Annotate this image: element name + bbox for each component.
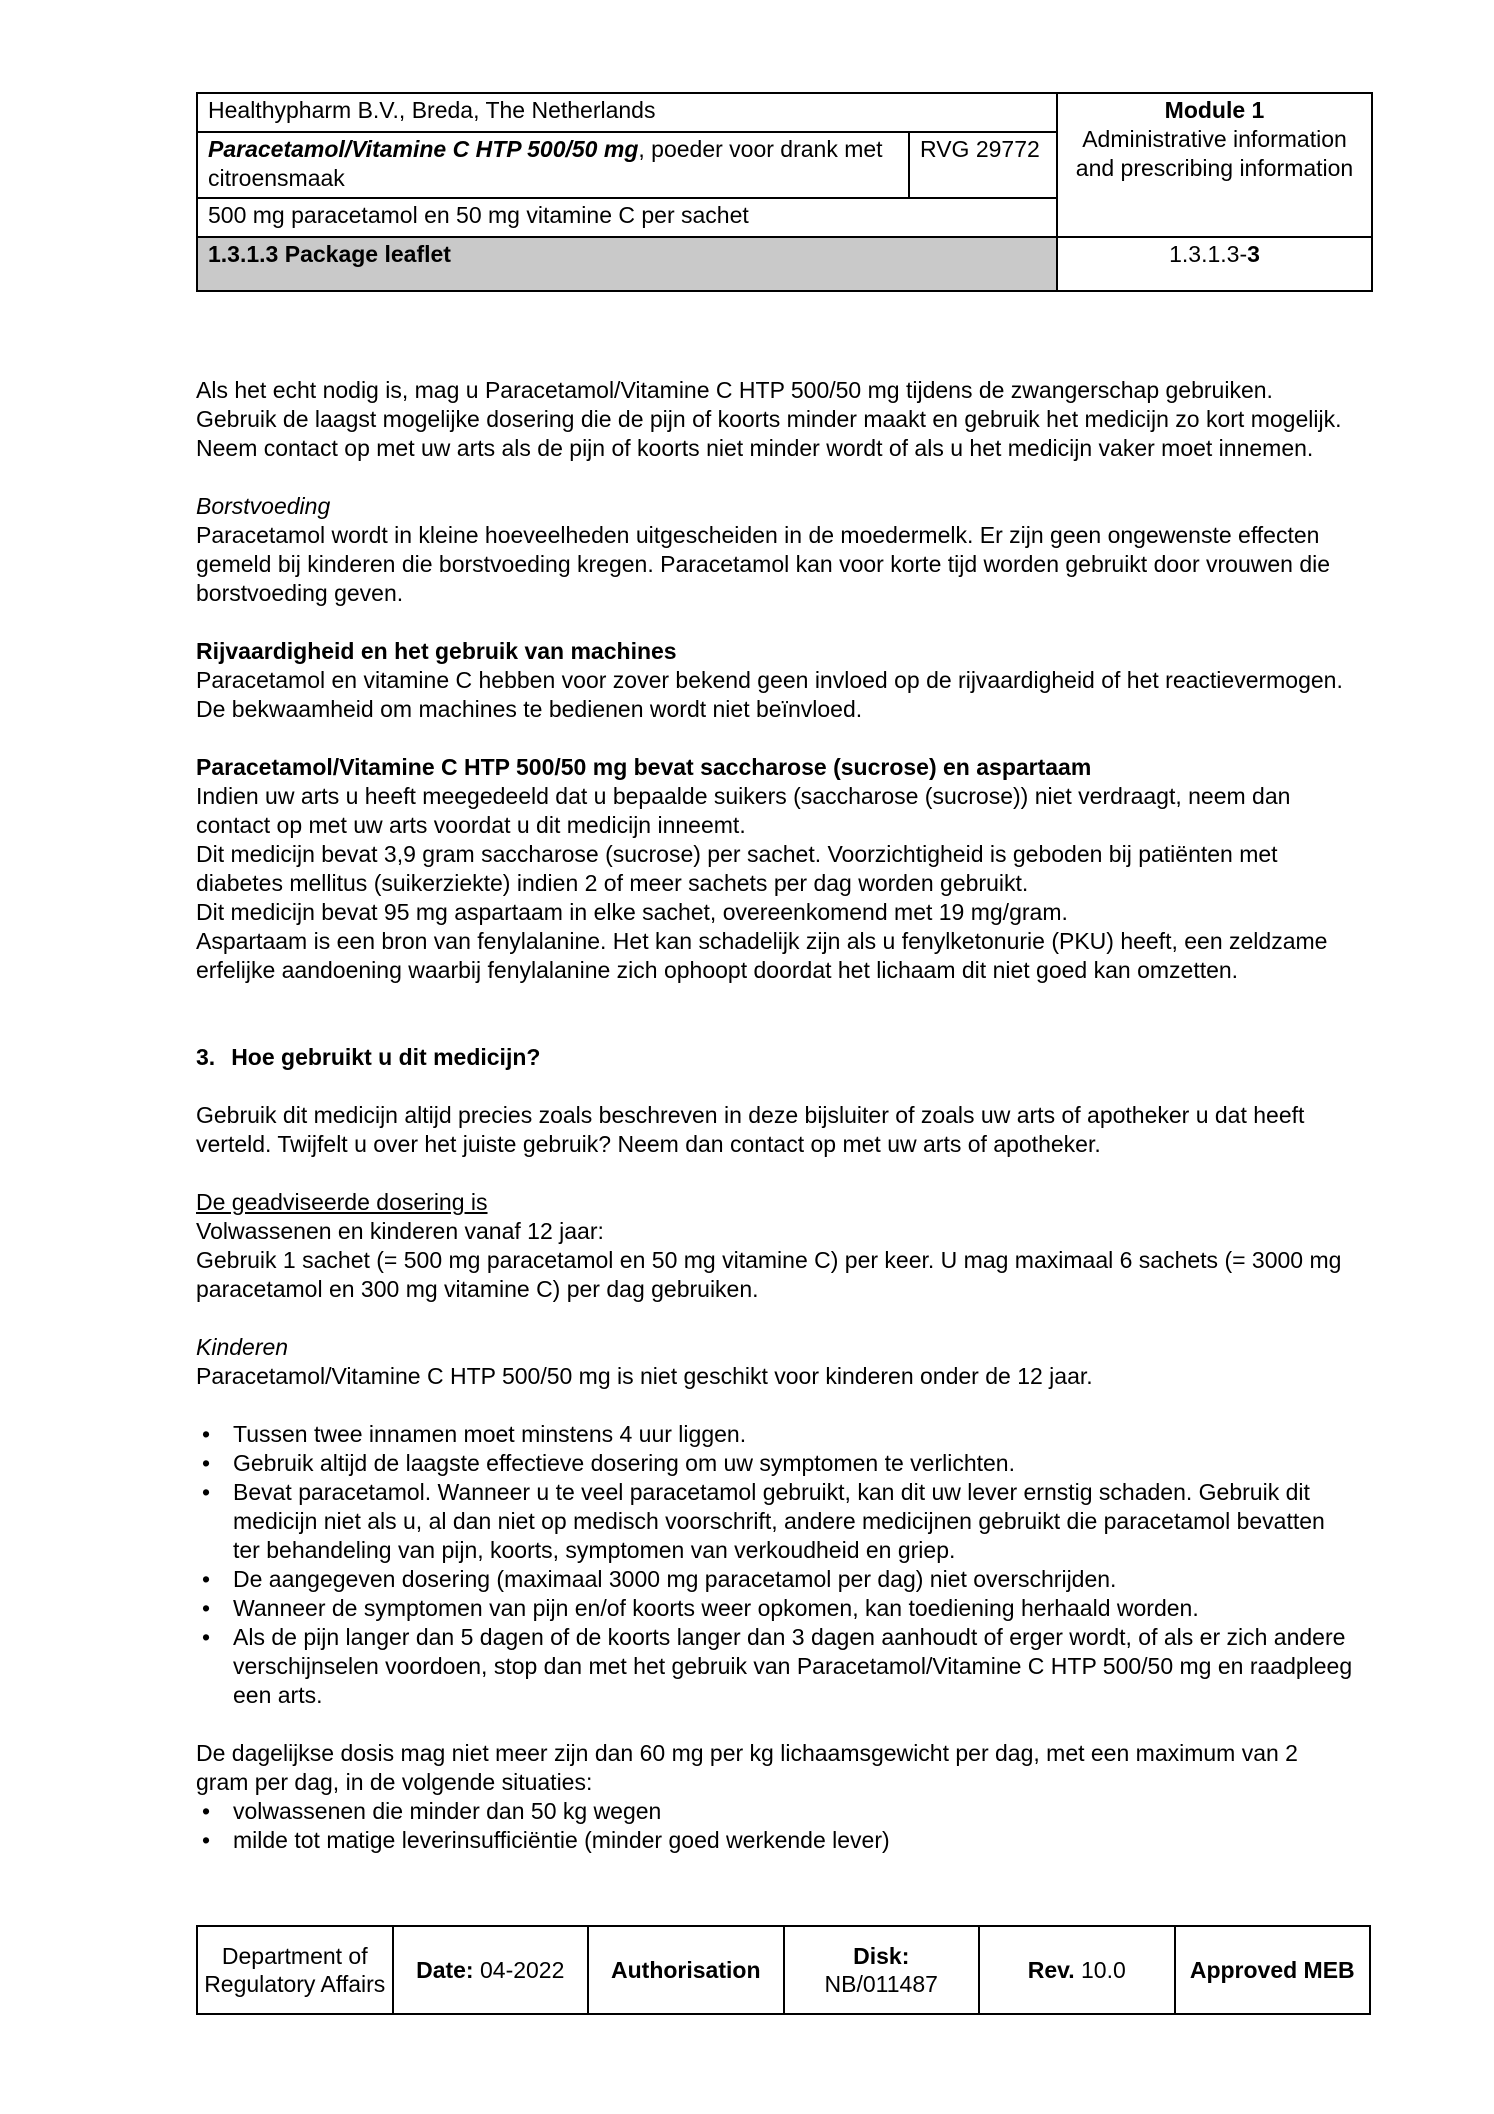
company-name: Healthypharm B.V., Breda, The Netherlands — [208, 97, 656, 123]
product-cell — [197, 132, 909, 198]
footer — [196, 1925, 1371, 2015]
document-body — [196, 376, 1354, 1855]
footer-cell-rev — [979, 1926, 1175, 2014]
paragraph: De dagelijkse dosis mag niet meer zijn dan 60 mg per kg lichaamsgewicht per dag, met een maximum van 2 gram per dag, in de volgende situaties: — [196, 1740, 1298, 1795]
section-label-cell — [197, 237, 1057, 291]
italic-heading: Kinderen — [196, 1334, 289, 1360]
paragraph: Gebruik 1 sachet (= 500 mg paracetamol en 50 mg vitamine C) per keer. U mag maximaal 6 sachets (= 3000 mg paracetamol en 300 mg vitamine C) per dag gebruiken. — [196, 1247, 1342, 1302]
composition-text: 500 mg paracetamol en 50 mg vitamine C per sachet — [208, 202, 749, 228]
paragraph: Aspartaam is een bron van fenylalanine. Het kan schadelijk zijn als u fenylketonurie (PKU) heeft, een zeldzame erfelijke aandoening waarbij fenylalanine zich ophoopt doordat het lichaam dit niet goed kan omzetten. — [196, 928, 1328, 983]
section-code-page: 3 — [1247, 241, 1260, 267]
footer-disk-value: NB/011487 — [824, 1971, 938, 1997]
bullet-item: • milde tot matige leverinsufficiëntie (minder goed werkende lever) — [196, 1826, 1354, 1855]
paragraph: Dit medicijn bevat 95 mg aspartaam in elke sachet, overeenkomend met 19 mg/gram. — [196, 899, 1068, 925]
module-title: Module 1 — [1164, 97, 1265, 123]
paragraph: Volwassenen en kinderen vanaf 12 jaar: — [196, 1218, 604, 1244]
footer-cell-approved — [1175, 1926, 1371, 2014]
rvg-cell — [909, 132, 1057, 198]
bullet-item: • Wanneer de symptomen van pijn en/of koorts weer opkomen, kan toediening herhaald worden. — [196, 1594, 1354, 1623]
product-name: Paracetamol/Vitamine C HTP 500/50 mg — [208, 136, 639, 162]
footer-date-label: Date: — [416, 1957, 474, 1983]
section-label: 1.3.1.3 Package leaflet — [208, 241, 451, 267]
footer-approved-label: Approved MEB — [1189, 1957, 1355, 1983]
bullet-list — [196, 1797, 1354, 1855]
footer-department-line2: Regulatory Affairs — [204, 1971, 386, 1997]
module-line2: and prescribing information — [1075, 155, 1354, 181]
bullet-item: • volwassenen die minder dan 50 kg wegen — [196, 1797, 1354, 1826]
footer-date-value: 04-2022 — [473, 1957, 565, 1983]
rvg-number: RVG 29772 — [920, 136, 1040, 162]
paragraph: Paracetamol en vitamine C hebben voor zover bekend geen invloed op de rijvaardigheid of het reactievermogen. De bekwaamheid om machines te bedienen wordt niet beïnvloed. — [196, 667, 1343, 722]
product-form: , poeder voor drank met — [638, 136, 883, 162]
section-heading — [196, 1043, 1354, 1072]
footer-cell-authorisation — [588, 1926, 784, 2014]
footer-disk-label: Disk: — [853, 1943, 910, 1969]
section-heading-text: Hoe gebruikt u dit medicijn? — [231, 1044, 541, 1070]
paragraph: Paracetamol/Vitamine C HTP 500/50 mg is niet geschikt voor kinderen onder de 12 jaar. — [196, 1363, 1093, 1389]
footer-department-line1: Department of — [221, 1943, 368, 1969]
footer-rev-label: Rev. — [1027, 1957, 1075, 1983]
paragraph: Als het echt nodig is, mag u Paracetamol/Vitamine C HTP 500/50 mg tijdens de zwangerschap gebruiken. Gebruik de laagst mogelijke dosering die de pijn of koorts minder maakt en gebruik het medicijn zo kort mogelijk. Neem contact op met uw arts als de pijn of koorts niet minder wordt of als u het medicijn vaker moet innemen. — [196, 377, 1342, 461]
paragraph: Dit medicijn bevat 3,9 gram saccharose (sucrose) per sachet. Voorzichtigheid is geboden bij patiënten met diabetes mellitus (suikerziekte) indien 2 of meer sachets per dag worden gebruikt. — [196, 841, 1278, 896]
module-line1: Administrative information — [1082, 126, 1347, 152]
paragraph: Paracetamol wordt in kleine hoeveelheden uitgescheiden in de moedermelk. Er zijn geen ongewenste effecten gemeld bij kinderen die borstvoeding kregen. Paracetamol kan voor korte tijd worden gebruikt door vrouwen die borstvoeding geven. — [196, 522, 1331, 606]
module-cell — [1057, 93, 1372, 237]
section-heading-number: 3. — [196, 1044, 216, 1070]
footer-cell-department — [197, 1926, 393, 2014]
product-form-line2: citroensmaak — [208, 165, 345, 191]
bullet-item: • Als de pijn langer dan 5 dagen of de koorts langer dan 3 dagen aanhoudt of erger wordt, of als er zich andere verschijnselen voordoen, stop dan met het gebruik van Paracetamol/Vitamine C HTP 500/50 mg en raadpleeg een arts. — [196, 1623, 1354, 1710]
footer-cell-disk — [784, 1926, 980, 2014]
header-table — [196, 92, 1373, 292]
underline-heading: De geadviseerde dosering is — [196, 1189, 488, 1215]
bullet-item: • Gebruik altijd de laagste effectieve dosering om uw symptomen te verlichten. — [196, 1449, 1354, 1478]
bullet-list — [196, 1420, 1354, 1710]
bullet-item: • De aangegeven dosering (maximaal 3000 mg paracetamol per dag) niet overschrijden. — [196, 1565, 1354, 1594]
section-code-prefix: 1.3.1.3- — [1169, 241, 1248, 267]
bold-heading: Rijvaardigheid en het gebruik van machines — [196, 638, 677, 664]
bullet-item: • Bevat paracetamol. Wanneer u te veel paracetamol gebruikt, kan dit uw lever ernstig schaden. Gebruik dit medicijn niet als u, al dan niet op medisch voorschrift, andere medicijnen gebruikt die paracetamol bevatten ter behandeling van pijn, koorts, symptomen van verkoudheid en griep. — [196, 1478, 1354, 1565]
footer-rev-value: 10.0 — [1074, 1957, 1126, 1983]
footer-table — [196, 1925, 1371, 2015]
section-code-cell — [1057, 237, 1372, 291]
bold-heading: Paracetamol/Vitamine C HTP 500/50 mg bevat saccharose (sucrose) en aspartaam — [196, 754, 1092, 780]
footer-cell-date — [393, 1926, 589, 2014]
footer-authorisation-label: Authorisation — [611, 1957, 761, 1983]
page-content — [196, 92, 1371, 1855]
italic-heading: Borstvoeding — [196, 493, 331, 519]
paragraph: Gebruik dit medicijn altijd precies zoals beschreven in deze bijsluiter of zoals uw arts of apotheker u dat heeft verteld. Twijfelt u over het juiste gebruik? Neem dan contact op met uw arts of apotheker. — [196, 1102, 1305, 1157]
company-cell — [197, 93, 1057, 132]
bullet-item: • Tussen twee innamen moet minstens 4 uur liggen. — [196, 1420, 1354, 1449]
paragraph: Indien uw arts u heeft meegedeeld dat u bepaalde suikers (saccharose (sucrose)) niet verdraagt, neem dan contact op met uw arts voordat u dit medicijn inneemt. — [196, 783, 1291, 838]
composition-cell — [197, 198, 1057, 237]
